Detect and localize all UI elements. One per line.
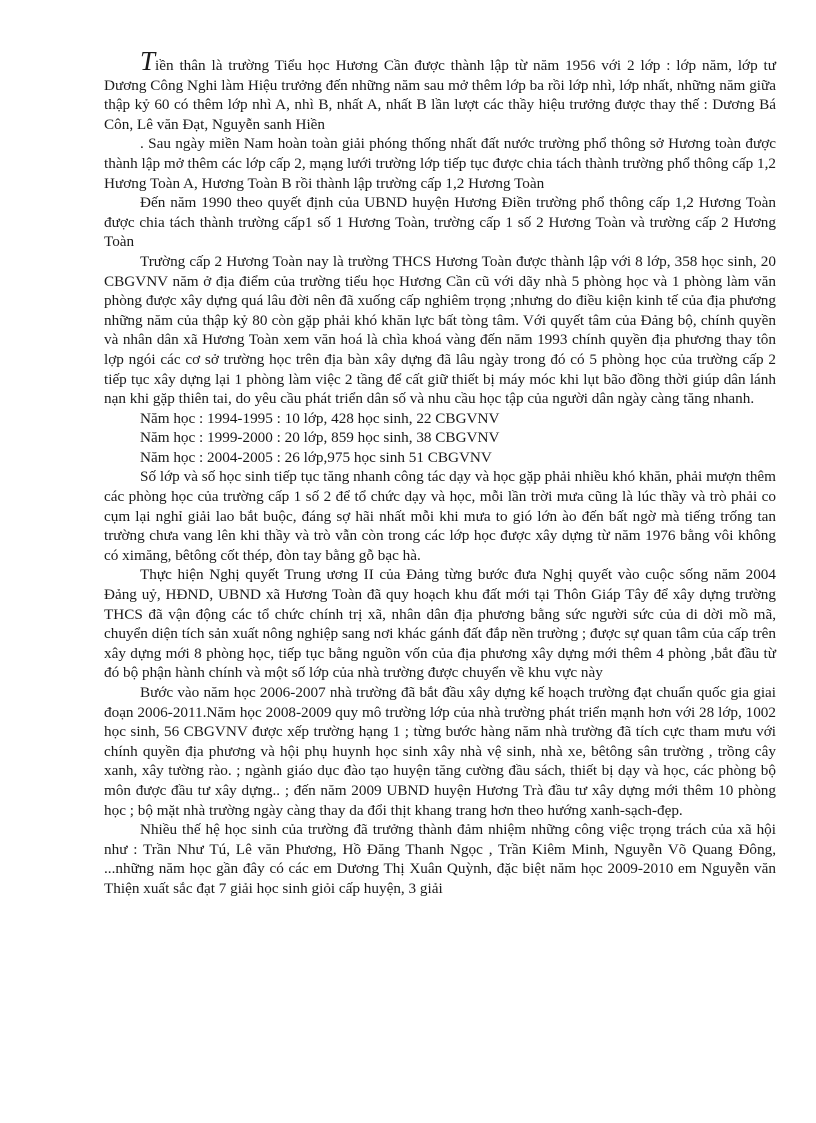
stat-line-3: Năm học : 2004-2005 : 26 lớp,975 học sinh 51 CBGVNV	[140, 448, 492, 466]
document-page	[104, 46, 777, 899]
drop-cap: T	[140, 46, 156, 76]
paragraph-5: Số lớp và số học sinh tiếp tục tăng nhanh công tác dạy và học gặp phải nhiều khó khăn, phải mượn thêm các phòng học của trường cấp 1 số 2 để tổ chức dạy và học, mỗi lần trời mưa cũng là lúc thầy và trò phải co cụm lại nghỉ giải lao bắt buộc, đáng sợ hãi nhất mỗi khi mưa to gió lớn ào đến bất ngờ mà tiếng trống tan trường chưa vang lên khi thầy và trò vẫn còn trong các lớp học được xây dựng từ năm 1976 bằng vôi không có ximăng, bêtông cốt thép, đòn tay bằng gỗ bạc hà.	[104, 468, 776, 564]
paragraph-1	[104, 46, 776, 134]
paragraph-4: Trường cấp 2 Hương Toàn nay là trường THCS Hương Toàn được thành lập với 8 lớp, 358 học sinh, 20 CBGVNV năm ở địa điểm của trường tiểu học Hương Cần cũ với dãy nhà 5 phòng học và 1 phòng làm văn phòng được xây dựng quá lâu đời nên đã xuống cấp nghiêm trọng ;nhưng do điều kiện kinh tế của địa phương những năm của thập kỷ 80 còn gặp phải khó khăn lực bất tòng tâm. Với quyết tâm của Đảng bộ, chính quyền và nhân dân xã Hương Toàn xem văn hoá là chìa khoá vàng đến năm 1993 chính quyền địa phương thay tôn lợp ngói các cơ sở trường học trên địa bàn xây dựng đã lâu ngày trong đó có 5 phòng học của trường cấp 2 tiếp tục xây dựng lại 1 phòng làm việc 2 tầng để cất giữ thiết bị máy móc khi lụt bão đồng thời giúp dân lánh nạn khi gặp thiên tai, do yêu cầu phát triển dân số và nhu cầu học tập của người dân ngày càng tăng nhanh.	[104, 252, 776, 408]
paragraph-7: Bước vào năm học 2006-2007 nhà trường đã bắt đầu xây dựng kế hoạch trường đạt chuẩn quốc gia giai đoạn 2006-2011.Năm học 2008-2009 quy mô trường lớp của nhà trường phát triển mạnh hơn với 28 lớp, 1002 học sinh, 56 CBGVNV được xếp trường hạng 1 ; từng bước hàng năm nhà trường đã tích cực tham mưu với chính quyền địa phương và hội phụ huynh học sinh xây nhà vệ sinh, nhà xe, bêtông sân trường , trồng cây xanh, xây tường rào. ; ngành giáo dục đào tạo huyện tăng cường đầu sách, thiết bị dạy và học, các phòng bộ môn được đầu tư xây dựng.. ; đến năm 2009 UBND huyện Hương Trà đầu tư xây dựng mới thêm 10 phòng học ; bộ mặt nhà trường ngày càng thay da đổi thịt khang trang hơn theo hướng xanh-sạch-đẹp.	[104, 684, 776, 819]
paragraph-6: Thực hiện Nghị quyết Trung ương II của Đảng từng bước đưa Nghị quyết vào cuộc sống năm 2004 Đảng uỷ, HĐND, UBND xã Hương Toàn đã quy hoạch khu đất mới tại Thôn Giáp Tây để xây dựng trường THCS đã vận động các tổ chức chính trị xã, nhân dân địa phương bằng sức người sức của di dời mồ mã, chuyển diện tích sản xuất nông nghiệp sang nơi khác gánh đất đắp nền trường ; được sự quan tâm của cấp trên xây dựng mới 8 phòng học, tiếp tục bằng nguồn vốn của địa phương xây dựng mới thêm 4 phòng ,bắt đầu từ đó bộ phận hành chính và một số lớp của nhà trường được chuyển về khu vực này	[104, 566, 776, 682]
paragraph-2: . Sau ngày miền Nam hoàn toàn giải phóng thống nhất đất nước trường phổ thông sở Hương toàn được thành lập mở thêm các lớp cấp 2, mạng lưới trường lớp tiếp tục được chia tách thành trường phổ thông cấp 1,2 Hương Toàn A, Hương Toàn B rồi thành lập trường cấp 1,2 Hương Toàn	[104, 135, 777, 192]
stat-line-2: Năm học : 1999-2000 : 20 lớp, 859 học sinh, 38 CBGVNV	[140, 429, 500, 447]
paragraph-1-text: iền thân là trường Tiểu học Hương Cần được thành lập từ năm 1956 với 2 lớp : lớp năm, lớp tư Dương Công Nghi làm Hiệu trưởng đến những năm sau mở thêm lớp ba rồi lớp nhì, lớp nhất, những năm giữa thập kỷ 60 có thêm lớp nhì A, nhì B, nhất A, nhất B lần lượt các thầy hiệu trưởng được thay thế : Dương Bá Côn, Lê văn Đạt, Nguyễn sanh Hiền	[104, 57, 776, 133]
paragraph-3: Đến năm 1990 theo quyết định của UBND huyện Hương Điền trường phổ thông cấp 1,2 Hương Toàn được chia tách thành trường cấp1 số 1 Hương Toàn, trường cấp 1 số 2 Hương Toàn và trường cấp 2 Hương Toàn	[104, 194, 776, 251]
paragraph-8: Nhiều thế hệ học sinh của trường đã trưởng thành đảm nhiệm những công việc trọng trách của xã hội như : Trần Như Tú, Lê văn Phương, Hồ Đăng Thanh Ngọc , Trần Kiêm Minh, Nguyễn Võ Quang Đông, ...những năm học gần đây có các em Dương Thị Xuân Quỳnh, đặc biệt năm học 2009-2010 em Nguyễn văn Thiện xuất sắc đạt 7 giải học sinh giỏi cấp huyện, 3 giải	[104, 821, 776, 897]
stat-line-1: Năm học : 1994-1995 : 10 lớp, 428 học sinh, 22 CBGVNV	[140, 409, 500, 427]
